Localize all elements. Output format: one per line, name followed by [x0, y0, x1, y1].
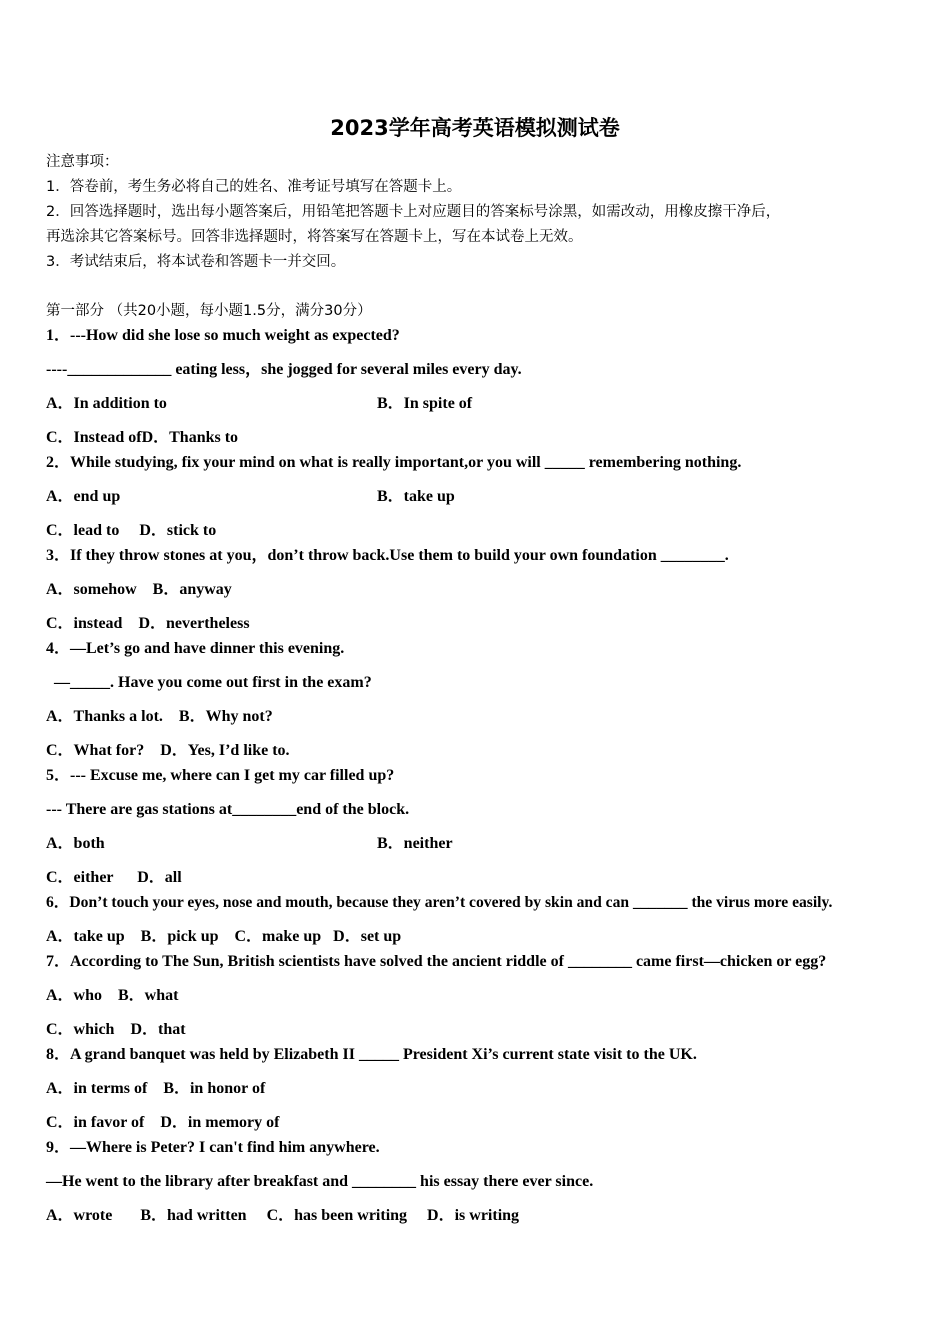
section-heading: 第一部分 （共20小题，每小题1.5分，满分30分） [46, 303, 372, 319]
question-5-answer-line: --- There are gas stations at________end of the block. [46, 801, 410, 818]
question-2-option-b: B．take up [377, 488, 455, 505]
question-1-option-b: B．In spite of [377, 395, 473, 412]
question-3-stem: 3．If they throw stones at you，don’t throw back.Use them to build your own foundation ________. [46, 547, 729, 564]
question-8-stem: 8．A grand banquet was held by Elizabeth II _____ President Xi’s current state visit to the UK. [46, 1046, 697, 1063]
notice-item-2b: 再选涂其它答案标号。回答非选择题时，将答案写在答题卡上，写在本试卷上无效。 [46, 229, 583, 245]
question-7-stem: 7．According to The Sun, British scientists have solved the ancient riddle of ________ came first—chicken or egg? [46, 953, 827, 970]
question-9-answer-line: —He went to the library after breakfast and ________ his essay there ever since. [46, 1173, 594, 1190]
question-1-option-cd: C．Instead ofD．Thanks to [46, 429, 239, 446]
question-2-stem: 2．While studying, fix your mind on what is really important,or you will _____ remembering nothing. [46, 454, 742, 471]
question-5-option-a: A．both [46, 835, 105, 852]
question-2-option-a: A．end up [46, 488, 121, 505]
question-4-option-cd: C．What for? D．Yes, I’d like to. [46, 742, 290, 759]
question-7-option-ab: A．who B．what [46, 987, 179, 1004]
question-3-option-ab: A．somehow B．anyway [46, 581, 232, 598]
page-title: 2023学年高考英语模拟测试卷 [330, 116, 620, 140]
question-9-stem: 9．—Where is Peter? I can't find him anywhere. [46, 1139, 380, 1156]
question-8-option-cd: C．in favor of D．in memory of [46, 1114, 280, 1131]
question-5-option-cd: C．either D．all [46, 869, 182, 886]
notice-item-3: 3．考试结束后，将本试卷和答题卡一并交回。 [46, 254, 346, 270]
question-8-option-ab: A．in terms of B．in honor of [46, 1080, 266, 1097]
question-7-option-cd: C．which D．that [46, 1021, 186, 1038]
notice-heading: 注意事项： [46, 154, 119, 170]
question-5-option-b: B．neither [377, 835, 453, 852]
question-4-stem: 4．—Let’s go and have dinner this evening. [46, 640, 345, 657]
question-3-option-cd: C．instead D．nevertheless [46, 615, 250, 632]
question-5-stem: 5．--- Excuse me, where can I get my car filled up? [46, 767, 395, 784]
question-2-option-cd: C．lead to D．stick to [46, 522, 217, 539]
question-4-answer-line: —_____. Have you come out first in the exam? [46, 674, 372, 691]
notice-item-2a: 2．回答选择题时，选出每小题答案后，用铅笔把答题卡上对应题目的答案标号涂黑，如需改动，用橡皮擦干净后， [46, 204, 781, 220]
question-6-stem: 6．Don’t touch your eyes, nose and mouth, because they aren’t covered by skin and can _______ the virus more easily. [46, 894, 833, 911]
question-9-options: A．wrote B．had written C．has been writing D．is writing [46, 1207, 520, 1224]
question-6-options: A．take up B．pick up C．make up D．set up [46, 928, 402, 945]
question-4-option-ab: A．Thanks a lot. B．Why not? [46, 708, 273, 725]
question-1-answer-line: ----_____________ eating less，she jogged for several miles every day. [46, 361, 522, 378]
question-1-option-a: A．In addition to [46, 395, 167, 412]
notice-item-1: 1．答卷前，考生务必将自己的姓名、准考证号填写在答题卡上。 [46, 179, 462, 195]
question-1-stem: 1．---How did she lose so much weight as expected? [46, 327, 400, 344]
